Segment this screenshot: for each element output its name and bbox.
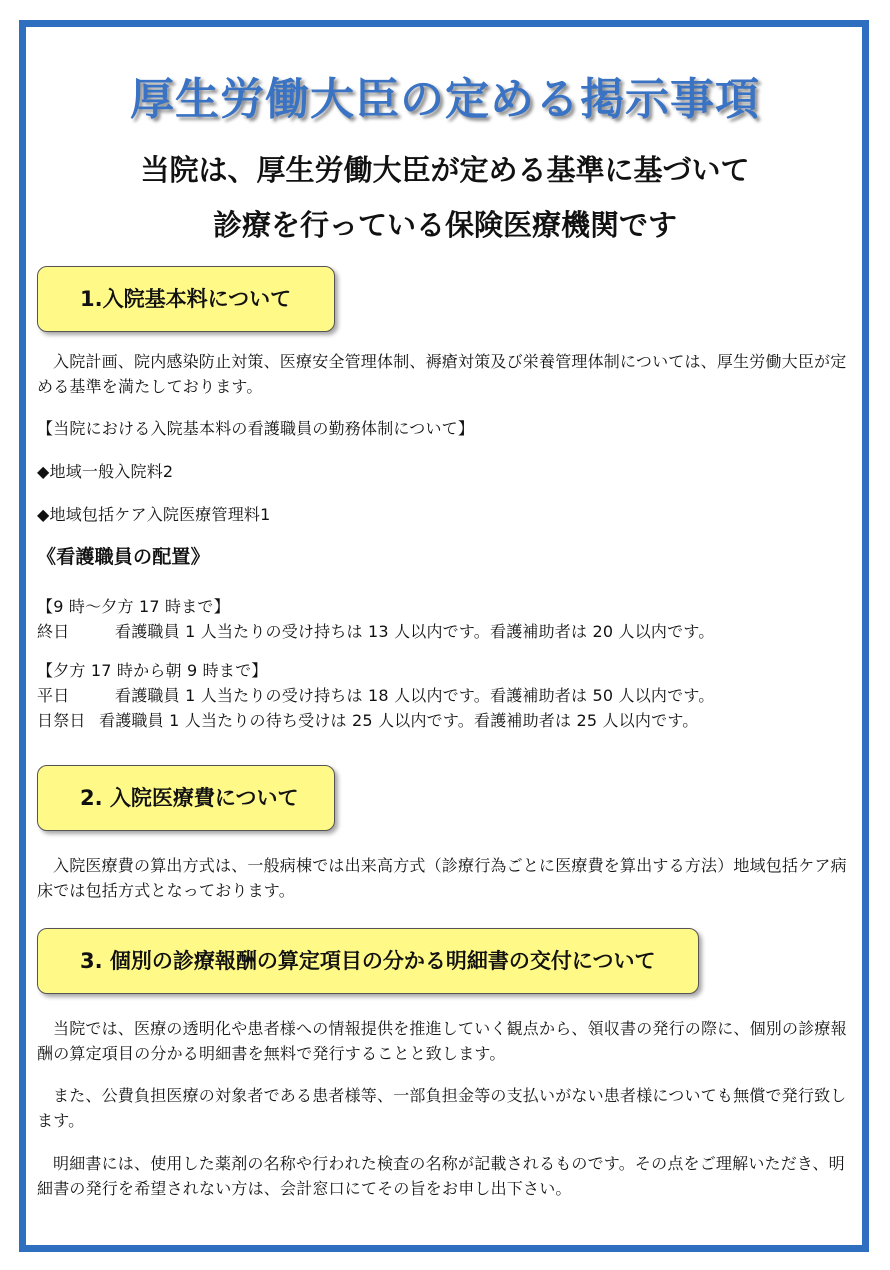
section-3-paragraph-1: 当院では、医療の透明化や患者様への情報提供を推進していく観点から、領収書の発行の際に、個別の診療報酬の算定項目の分かる明細書を無料で発行することと致します。 — [37, 1019, 847, 1063]
section-1-paragraph: 入院計画、院内感染防止対策、医療安全管理体制、褥瘡対策及び栄養管理体制については、厚生労働大臣が定める基準を満たしております。 — [37, 352, 847, 396]
night-row-text: 看護職員 1 人当たりの受け持ちは 18 人以内です。看護補助者は 50 人以内です。 — [115, 686, 715, 705]
section-2-paragraph: 入院医療費の算出方式は、一般病棟では出来高方式（診療行為ごとに医療費を算出する方法）地域包括ケア病床では包括方式となっております。 — [37, 856, 847, 900]
section-2-heading: 2. 入院医療費について — [37, 765, 335, 831]
day-period-label: 【9 時～夕方 17 時まで】 — [37, 597, 230, 616]
night-row-holiday — [37, 708, 855, 733]
subtitle-line-1: 当院は、厚生労働大臣が定める基準に基づいて — [140, 153, 750, 187]
section-1-item-2: ◆地域包括ケア入院医療管理料1 — [37, 505, 271, 524]
night-row-text: 看護職員 1 人当たりの待ち受けは 25 人以内です。看護補助者は 25 人以内です。 — [99, 711, 699, 730]
subtitle-line-2: 診療を行っている保険医療機関です — [212, 208, 677, 242]
section-3-paragraph-3: 明細書には、使用した薬剤の名称や行われた検査の名称が記載されるものです。その点をご理解いただき、明細書の発行を希望されない方は、会計窓口にてその旨をお申し出下さい。 — [37, 1154, 845, 1198]
night-row-label: 平日 — [37, 686, 70, 705]
day-row-text: 看護職員 1 人当たりの受け持ちは 13 人以内です。看護補助者は 20 人以内です。 — [115, 622, 715, 641]
page-title: 厚生労働大臣の定める掲示事項 — [130, 74, 760, 125]
night-row-weekday — [37, 683, 855, 708]
staffing-heading: 《看護職員の配置》 — [37, 546, 210, 568]
day-row-label: 終日 — [37, 622, 70, 641]
night-period-label: 【夕方 17 時から朝 9 時まで】 — [37, 661, 268, 680]
section-3-heading: 3. 個別の診療報酬の算定項目の分かる明細書の交付について — [37, 928, 699, 994]
day-row-all-day — [37, 619, 855, 644]
section-1-bracket-title: 【当院における入院基本料の看護職員の勤務体制について】 — [37, 419, 475, 438]
section-1-heading: 1.入院基本料について — [37, 266, 335, 332]
night-row-label: 日祭日 — [37, 711, 86, 730]
section-1-item-1: ◆地域一般入院料2 — [37, 462, 174, 481]
section-3-paragraph-2: また、公費負担医療の対象者である患者様等、一部負担金等の支払いがない患者様についても無償で発行致します。 — [37, 1086, 847, 1130]
